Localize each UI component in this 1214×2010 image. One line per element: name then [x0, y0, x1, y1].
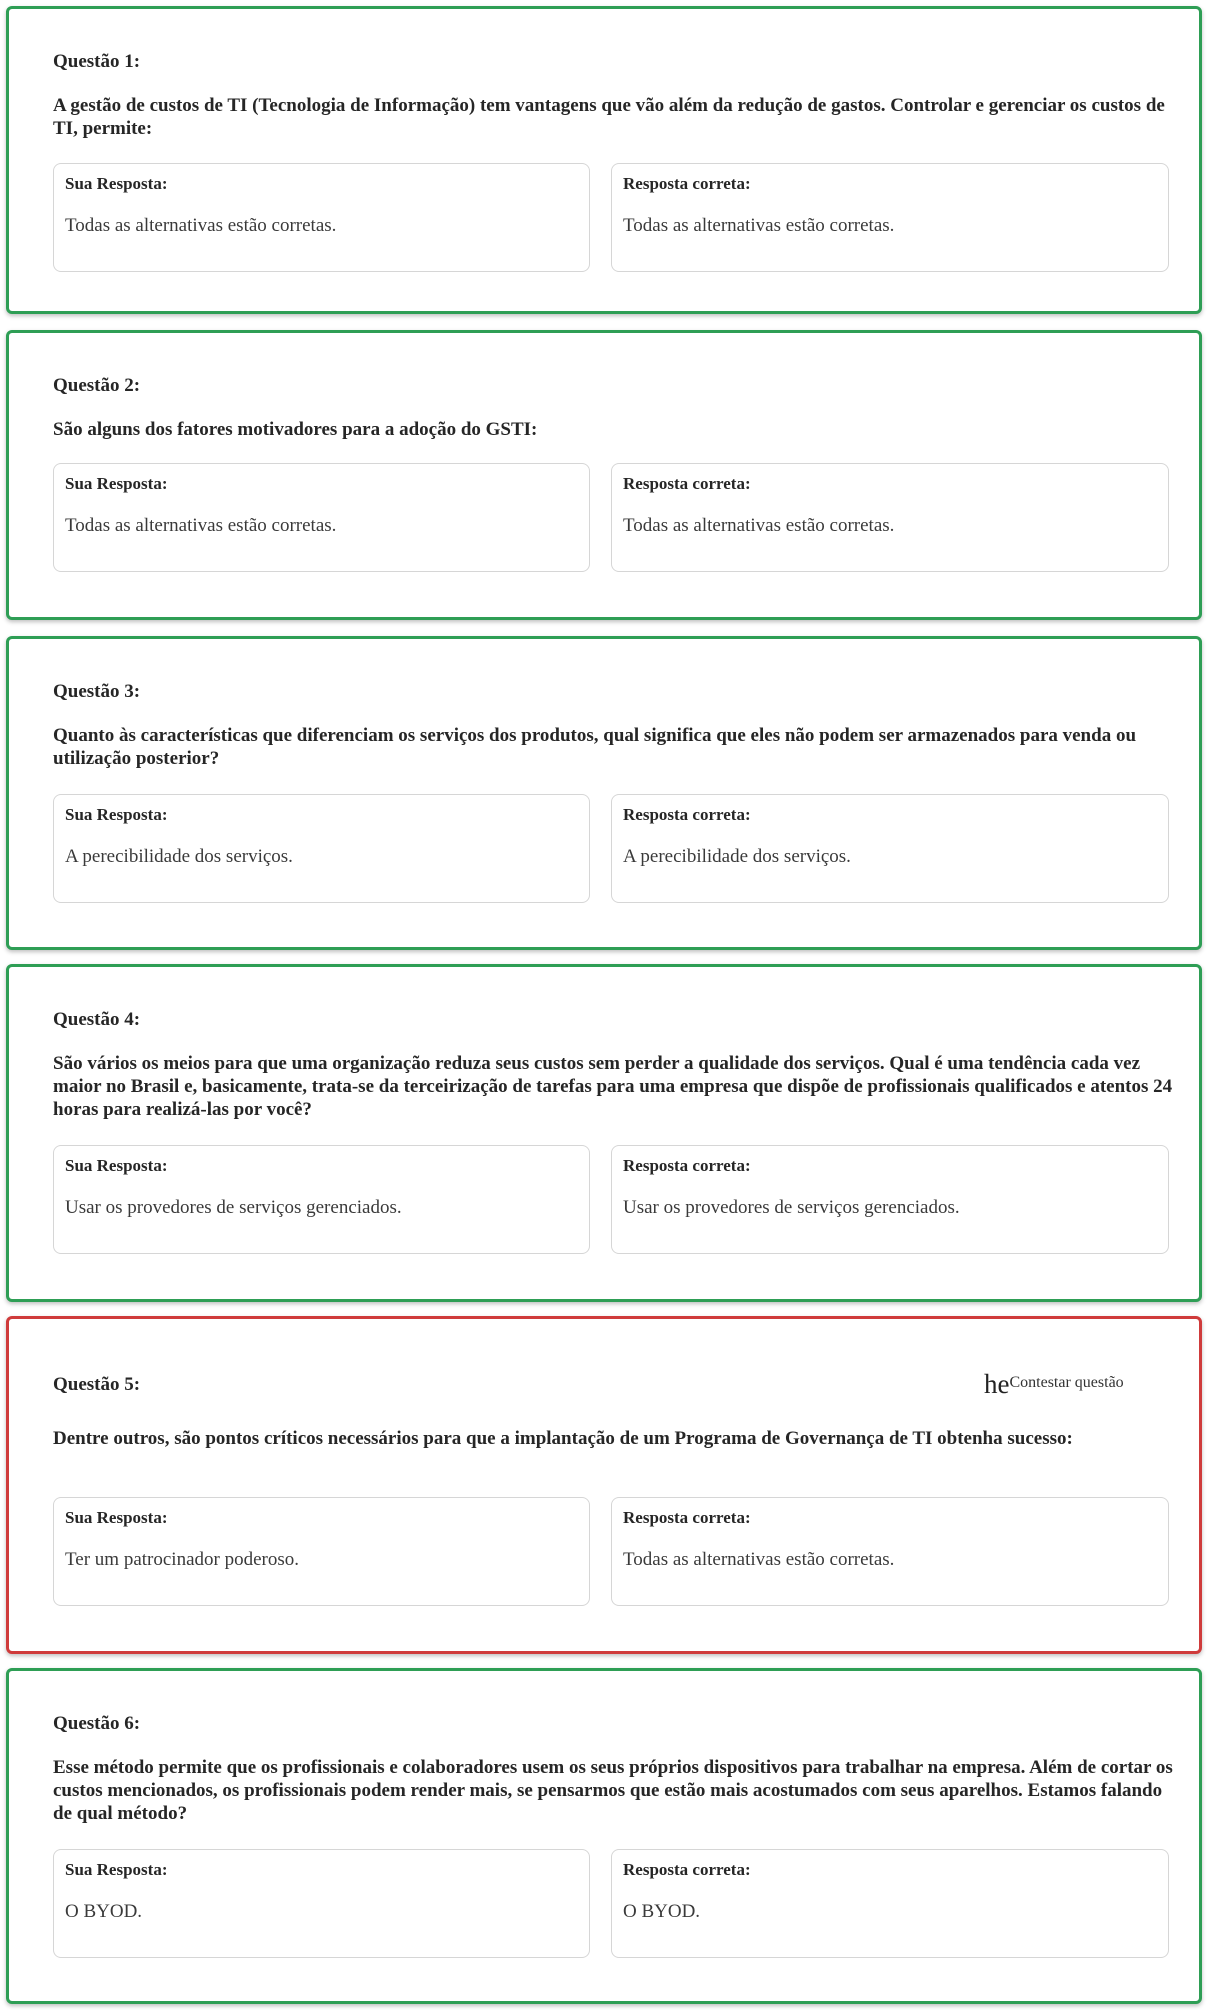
correct-answer-box — [611, 794, 1169, 903]
your-answer-box — [53, 794, 590, 903]
contest-question-button[interactable] — [984, 1369, 1124, 1400]
your-answer-label: Sua Resposta: — [65, 1156, 168, 1175]
correct-answer-box — [611, 1497, 1169, 1606]
correct-answer-box — [611, 163, 1169, 272]
question-card-4 — [6, 964, 1202, 1302]
your-answer-label: Sua Resposta: — [65, 1860, 168, 1879]
correct-answer-label: Resposta correta: — [623, 805, 751, 824]
question-card-5 — [6, 1316, 1202, 1654]
correct-answer-value: O BYOD. — [623, 1901, 701, 1922]
your-answer-label: Sua Resposta: — [65, 474, 168, 493]
your-answer-label: Sua Resposta: — [65, 174, 168, 193]
your-answer-label: Sua Resposta: — [65, 805, 168, 824]
correct-answer-label: Resposta correta: — [623, 1508, 751, 1527]
question-title: Questão 4: — [53, 1009, 141, 1030]
your-answer-value: Todas as alternativas estão corretas. — [65, 215, 337, 236]
question-text: São alguns dos fatores motivadores para a adoção do GSTI: — [53, 419, 538, 440]
question-text: Quanto às características que diferenciam os serviços dos produtos, qual significa que eles não podem ser armazenados para venda ou utilização posterior? — [53, 725, 1137, 769]
your-answer-box — [53, 1145, 590, 1254]
question-title: Questão 5: — [53, 1374, 141, 1395]
question-title: Questão 1: — [53, 51, 141, 72]
question-title: Questão 6: — [53, 1713, 141, 1734]
question-card-2 — [6, 330, 1202, 620]
your-answer-box — [53, 1849, 590, 1958]
correct-answer-value: Usar os provedores de serviços gerenciados. — [623, 1197, 960, 1218]
question-card-3 — [6, 636, 1202, 950]
correct-answer-box — [611, 1145, 1169, 1254]
question-card-1 — [6, 6, 1202, 314]
your-answer-value: Todas as alternativas estão corretas. — [65, 515, 337, 536]
question-card-6 — [6, 1668, 1202, 2004]
your-answer-box — [53, 463, 590, 572]
correct-answer-value: A perecibilidade dos serviços. — [623, 846, 851, 867]
question-text: São vários os meios para que uma organização reduza seus custos sem perder a qualidade dos serviços. Qual é uma tendência cada vez maior no Brasil e, basicamente, trata-se da terceirização de tarefas para uma empresa que dispõe de profissionais qualificados e atentos 24 horas para realizá-las por você? — [53, 1053, 1173, 1120]
question-text: A gestão de custos de TI (Tecnologia de Informação) tem vantagens que vão além da redução de gastos. Controlar e gerenciar os custos de TI, permite: — [53, 95, 1165, 139]
your-answer-value: O BYOD. — [65, 1901, 143, 1922]
correct-answer-value: Todas as alternativas estão corretas. — [623, 215, 895, 236]
your-answer-label: Sua Resposta: — [65, 1508, 168, 1527]
your-answer-value: A perecibilidade dos serviços. — [65, 846, 293, 867]
question-text: Dentre outros, são pontos críticos necessários para que a implantação de um Programa de Governança de TI obtenha sucesso: — [53, 1428, 1073, 1449]
correct-answer-label: Resposta correta: — [623, 174, 751, 193]
correct-answer-label: Resposta correta: — [623, 1860, 751, 1879]
your-answer-value: Ter um patrocinador poderoso. — [65, 1549, 299, 1570]
correct-answer-label: Resposta correta: — [623, 1156, 751, 1175]
contest-icon: he — [984, 1369, 1010, 1399]
correct-answer-value: Todas as alternativas estão corretas. — [623, 515, 895, 536]
question-text: Esse método permite que os profissionais e colaboradores usem os seus próprios dispositivos para trabalhar na empresa. Além de cortar os custos mencionados, os profissionais podem render mais, se pensarmos que estão mais acostumados com seus aparelhos. Estamos falando de qual método? — [53, 1757, 1173, 1824]
correct-answer-box — [611, 1849, 1169, 1958]
your-answer-value: Usar os provedores de serviços gerenciados. — [65, 1197, 402, 1218]
correct-answer-box — [611, 463, 1169, 572]
your-answer-box — [53, 1497, 590, 1606]
your-answer-box — [53, 163, 590, 272]
correct-answer-value: Todas as alternativas estão corretas. — [623, 1549, 895, 1570]
question-title: Questão 2: — [53, 375, 141, 396]
contest-question-label: Contestar questão — [1009, 1374, 1124, 1391]
correct-answer-label: Resposta correta: — [623, 474, 751, 493]
question-title: Questão 3: — [53, 681, 141, 702]
